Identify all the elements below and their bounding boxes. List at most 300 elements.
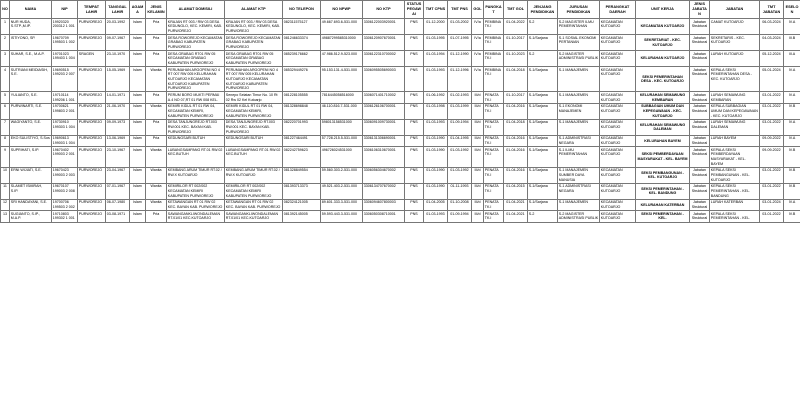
table-row[interactable] [1,183,800,199]
table-row[interactable] [1,135,800,146]
table-cell: PENATA TK.I [484,147,504,168]
table-cell: KECAMATAN KUTOARJO [600,51,636,67]
table-cell: Wanita [146,167,167,183]
table-cell: SUTRIANI MEIDIASIH, S.E. [10,67,52,92]
table-cell: S-1 EKONOMI MANAJEMEN [558,103,600,119]
table-cell: PEMBINA TK.I [484,51,504,67]
table-cell: PNS [405,67,424,92]
table-cell: PNS [405,103,424,119]
table-cell: Islam [130,199,146,210]
table-cell: KELURAHAN KUTOARJO [636,51,690,67]
table-cell: 03-01-2022 [760,92,784,103]
table-cell: DESA TANJUNGREJO RT.003 RW.001 KEC. BAYAN KAB. PURWOREJO [225,119,283,135]
table-cell: SEKSI PEMERINTAHAN DESA - KEC. KUTOARJO [636,67,690,92]
table-cell: 082242759623 [283,147,321,168]
column-header[interactable]: NO TELEPON [283,1,321,19]
table-cell: 6 [1,103,10,119]
table-cell: Wanita [146,103,167,119]
table-cell: PENATA TK.I [484,119,504,135]
table-row[interactable] [1,103,800,119]
table-cell: 23-10-1967 [106,147,130,168]
table-cell: 01-12-1996 [448,67,472,92]
table-body [1,19,800,223]
table-cell: 01-04-2015 [504,183,528,199]
table-cell: 47.986.512.9-523.000 [321,51,363,67]
table-cell: ERNI WIJIATI, S.E. [10,167,52,183]
table-cell: SEKSI PEMBERDAYAAN MASYARAKAT - KEL. BAYEM [636,147,690,168]
table-cell: 3306095505690003 [363,67,405,92]
column-header[interactable]: TMT GOL [504,1,528,19]
table-cell: DESA ROWOREJO KECAMATAN GRABAG KABUPATEN PURWOREJO [167,35,225,51]
column-header[interactable]: JABATAN [710,1,760,19]
table-cell: Senepo Selatan Timur No. 10 Rt 02 Rw 02 Kel Kutoarjo [225,92,283,103]
column-header[interactable]: PERANGKAT DAERAH [600,1,636,19]
table-cell: 05-01-2024 [760,67,784,92]
table-cell: KECAMATAN KUTOARJO [636,19,690,35]
table-cell: LURAH BAYEM [710,135,760,146]
table-cell: 082311575127 [283,19,321,35]
table-cell: LURAH KATERBAN [710,199,760,210]
column-header[interactable]: NO KTP [363,1,405,19]
table-cell: 19710114 199206 1 001 [52,92,78,103]
table-cell: 01-04-2005 [424,199,448,210]
table-cell: IV.B [784,103,800,119]
table-row[interactable] [1,51,800,67]
table-cell: 01-03-1999 [448,103,472,119]
table-cell: III/d [472,211,484,222]
table-cell: Wanita [146,183,167,199]
table-cell: III.B [784,35,800,51]
table-cell: Pria [146,19,167,35]
table-cell: PNS [405,199,424,210]
table-cell: S-1/Sarjana [528,119,558,135]
table-cell: 19700706 199503 2 002 [52,199,78,210]
table-cell: S-1/Sarjana [528,147,558,168]
table-cell: 5 [1,92,10,103]
table-row[interactable] [1,167,800,183]
table-cell: 01-03-1994 [424,51,448,67]
table-cell: IV.B [784,147,800,168]
table-cell: 23-04-1967 [106,167,130,183]
table-cell: Jabatan Struktural [690,103,710,119]
table-cell: 01-03-1992 [448,147,472,168]
table-cell: DESA TANJUNGREJO RT.003 RW.001 KEC. BAYAN KAB. PURWOREJO [167,119,225,135]
table-cell: KEPALA SEKSI PEMBERDAYAAN MASYARAKAT - KEL. BAYEM [710,147,760,168]
table-row[interactable] [1,19,800,35]
column-header[interactable]: JENJANG PENDIDIKAN [528,1,558,19]
table-cell: PNS [405,19,424,35]
table-cell: 01-09-1994 [448,211,472,222]
table-cell: 3 [1,51,10,67]
table-cell: KEMIRI KIDUL RT 01 RW 04, KECAMATAN KEMIRI, KABUPATEN PURWOREJO [167,103,225,119]
table-cell: 01-07-1995 [448,35,472,51]
table-cell: 23-10-1970 [106,51,130,67]
table-cell: KEPALA SEKSI PEMERINTAHAN - KEL. [710,211,760,222]
table-cell: III/d [472,199,484,210]
table-cell: 3306134707670002 [363,183,405,199]
table-cell: 01-10-2008 [448,199,472,210]
table-row[interactable] [1,92,800,103]
table-cell: Jabatan Struktural [690,35,710,51]
table-cell: Wanita [146,147,167,168]
table-cell: KEPALA SEKSI PEMBANGUNAN - KEL. KUTOARJO [710,167,760,183]
table-cell: 01-10-2023 [504,51,528,67]
table-cell: 496726024531000 [321,147,363,168]
table-cell: KEPALA SUBBAGIAN UMUM DAN KEPEGAWAIAN - KEC. KUTOARJO [710,104,758,118]
table-cell: SEKSI PEMERINTAHAN - KEL. [636,211,690,222]
table-cell: Islam [130,35,146,51]
table-cell: 01-04-2016 [504,103,528,119]
table-cell: DESA GRABAG RT01 RW 05 KECAMATAN GRABAG KABUPATEN PURWOREJO [225,51,283,67]
table-cell: 081227464491 [283,135,321,146]
table-cell: PURWOREJO [78,103,106,119]
table-cell: PNS [405,211,424,222]
table-cell: 01-04-2022 [504,19,528,35]
table-cell: 01-10-2017 [504,92,528,103]
table-cell: Jabatan Struktural [690,199,710,210]
table-cell: PENATA TK.I [484,135,504,146]
table-cell: III/d [472,135,484,146]
table-cell: 06-03-2024 [760,19,784,35]
table-cell: 57.728.215.5-531.000 [321,135,363,146]
table-cell: 081393713373 [283,183,321,199]
table-cell: SLAMET ISMIRAH, S.IP. [10,183,52,199]
table-cell: KETAWANGAN RT 01 RW 02 KEC. BAYAN KAB. PURWOREJO [225,199,283,210]
column-header[interactable]: TMT PNS [448,1,472,19]
table-cell: Jabatan Struktural [690,183,710,199]
table-row[interactable] [1,67,800,92]
column-header[interactable]: ALAMAT KTP [225,1,283,19]
table-cell: 01-04-2021 [504,211,528,222]
table-cell: 1 [1,19,10,35]
table-cell: 19730910 199303 1 004 [52,119,78,135]
table-cell: KECAMATAN KUTOARJO [600,119,636,135]
table-cell: S-1 ADMINISTRASI NEGARA [558,183,600,199]
table-cell: 06-07-1980 [106,199,130,210]
table-cell: 09-09-2022 [760,147,784,168]
table-cell: KECAMATAN KUTOARJO [600,35,636,51]
table-cell: PURWOREJO [78,19,106,35]
table-cell: 01-03-1990 [424,167,448,183]
table-cell: S-2 [528,51,558,67]
table-cell: KEDUNGSARI BUTUH [167,135,225,146]
table-cell: 3306050308710001 [363,211,405,222]
table-row[interactable] [1,35,800,51]
column-header[interactable]: AGAMA [130,1,146,19]
table-cell: 19670423 199003 2 003 [52,167,78,183]
table-cell: KECAMATAN KUTOARJO [600,199,636,210]
table-cell: Jabatan Struktural [690,135,710,146]
table-cell: Jabatan Struktural [690,67,710,92]
header-row [1,1,800,19]
table-cell: IV/a [472,35,484,51]
table-cell: KECAMATAN KUTOARJO [600,147,636,168]
table-cell: 49887299585310000 [321,35,363,51]
table-cell: PENATA TK.I [484,92,504,103]
table-cell: 12 [1,199,10,210]
column-header[interactable]: NIP [52,1,78,19]
table-cell: KELURAHAN BAYEM [636,135,690,146]
column-header[interactable]: UNIT KERJA [636,1,690,19]
table-cell: WAGIYANTO, S.E. [10,119,52,135]
column-header[interactable]: ESELON [784,1,800,19]
column-header[interactable]: ALAMAT DOMISILI [167,1,225,19]
table-cell: 081246633374 [283,35,321,51]
table-cell: S-1 SOSIAL EKONOMI PERTANIAN [558,35,600,51]
table-cell: 03-01-2022 [760,103,784,119]
table-cell: Wanita [146,199,167,210]
table-cell: KRAJAN RT 003 / RW 03 DESA KEDUNGLO, KEC. KEMIRI, KAB. PURWOREJO [167,19,225,35]
table-cell: 59.560.303.2-531.000 [321,167,363,183]
table-cell: 13 [1,211,10,222]
table-cell: SAWANGANKLIWONDALEMAN RT.01/01 KEC.KUTOARJO [225,211,283,222]
table-cell: S-1 MANAJEMEN [558,92,600,103]
table-cell: KELURAHAN KATERBAN [636,199,690,210]
table-cell: KECAMATAN KUTOARJO [600,211,636,222]
table-cell: 01-03-1993 [424,211,448,222]
table-cell: KEMBANG ARUM TIMUR RT.02 / RW.X KUTOARJO [225,167,283,183]
table-cell: 7 [1,119,10,135]
table-cell: IV.B [784,167,800,183]
table-cell: 3306126106700001 [363,103,405,119]
table-cell: 3306131306690001 [363,135,405,146]
table-cell: KECAMATAN KUTOARJO [600,135,636,146]
table-cell: KEDUNGSARI BUTUH [225,135,283,146]
table-cell: Pria [146,51,167,67]
table-cell: 49.521.403.2-531.000 [321,183,363,199]
table-cell: PENATA TK.I [484,211,504,222]
table-cell: KEMIRILOR RT 002/002 KECAMATAN KEMIRI KABUPATEN PURWOREJO [225,183,283,199]
table-cell: 01-11-1993 [448,183,472,199]
table-cell: 081228105555 [283,92,321,103]
table-cell: CAMAT KUTOARJO [710,19,760,35]
table-cell: LURAH SEMAWUNG DALEMAN [710,119,760,135]
table-cell: III/d [472,92,484,103]
table-cell: S-1 MANAJEMEN [558,119,600,135]
table-cell: IV.B [784,183,800,199]
table-cell: IV.B [784,211,800,222]
table-cell: Pria [146,92,167,103]
table-cell: 01-04-2021 [504,199,528,210]
table-cell: PENATA TK.I [484,167,504,183]
table-cell: 01-03-1990 [424,135,448,146]
table-cell: 03-01-2022 [760,167,784,183]
table-cell: PEMBINA TK.I [484,67,504,92]
table-cell: S-1/Sarjana [528,67,558,92]
table-cell: 2 [1,35,10,51]
table-cell: 03-01-2022 [760,119,784,135]
table-cell: III/d [472,119,484,135]
table-cell: 01-12-2000 [424,19,448,35]
table-cell: Islam [130,51,146,67]
table-cell: 01-03-1990 [424,147,448,168]
table-cell: S-1 MANAJEMEN SUMBER DAYA MANUSIA [558,167,600,183]
column-header[interactable]: NO [1,1,10,19]
table-cell: SRAGEN [78,51,106,67]
table-cell: 01-04-1995 [448,135,472,146]
table-cell: S-1 MANAJEMEN [558,199,600,210]
table-cell: 20-03-1992 [106,19,130,35]
table-cell: S-1/Sarjana [528,183,558,199]
table-cell: 01-03-1993 [424,67,448,92]
table-cell: 59.593.443.3-531.000 [321,211,363,222]
table-cell: Jabatan Struktural [690,211,710,222]
table-cell: S-1/Sarjana [528,167,558,183]
table-cell: 085329449276 [283,67,321,92]
table-cell: 7816445058516000 [321,92,363,103]
table-cell: Jabatan Struktural [690,92,710,103]
table-cell: Islam [130,67,146,92]
table-cell: Jabatan Struktural [690,119,710,135]
table-cell: LUBANGSAMPANG RT.01 RW.02 KEC.BUTUH [225,147,283,168]
table-cell: Islam [130,92,146,103]
column-header[interactable]: JENIS JABATAN [690,1,710,19]
table-cell: LUBANGSAMPANG RT.01 RW.02 KEC.BUTUH [167,147,225,168]
column-header[interactable]: TANGGAL LAHIR [106,1,130,19]
table-cell: PNS [405,92,424,103]
table-cell: SRI HANDAYANI, S.E. [10,199,52,210]
table-cell: DESA ROWOREJO KECAMATAN GRABAG KABUPATEN PURWOREJO [225,35,283,51]
table-cell: 19710803 199302 1 001 [52,211,78,222]
table-cell: KELURAHAN SEMAWUNG KEMBARAN [636,92,690,103]
table-cell: SEKRETARIAT - KEC. KUTOARJO [636,35,690,51]
table-row[interactable] [1,199,800,210]
column-header[interactable]: PANGKAT [484,1,504,19]
table-cell: 01-03-1990 [424,183,448,199]
table-cell: KECAMATAN KUTOARJO [600,103,636,119]
table-cell: PURWOREJO [78,35,106,51]
table-cell: 082324121005 [283,199,321,210]
table-cell: Pria [146,211,167,222]
column-header[interactable]: GOL [472,1,484,19]
table-cell: Pria [146,119,167,135]
table-cell: III.A [784,51,800,67]
table-cell: PURWOREJO [78,183,106,199]
table-cell: 598013158531000 [321,119,363,135]
table-cell: KECAMATAN KUTOARJO [600,167,636,183]
table-cell: Jabatan Struktural [690,167,710,183]
table-cell: KEMIRI KIDUL RT 01 RW 04, KECAMATAN KEMIRI, KABUPATEN PURWOREJO [225,103,283,119]
table-cell: KEMBANG ARUM TIMUR RT.02 / RW.X KUTOARJO [167,167,225,183]
table-cell: S-2 [528,19,558,35]
table-cell: 01-09-1994 [448,119,472,135]
table-cell: 09-09-1973 [106,119,130,135]
table-cell: 19670402 199003 2 001 [52,147,78,168]
table-cell: YULIANTO, S.E. [10,92,52,103]
table-cell: Jabatan Struktural [690,147,710,168]
table-cell: NUR HUDA, S.STP.,M.IP. [10,19,52,35]
column-header[interactable]: NAMA [10,1,52,19]
table-cell: III/d [472,167,484,183]
table-cell: S-1 ILMU PEMERINTAHAN [558,147,600,168]
table-cell: III/d [472,147,484,168]
table-cell: SUPRIHATI, S.IP. [10,147,52,168]
table-cell: 19690515 199203 2 007 [52,67,78,92]
table-cell: PENATA TK.I [484,183,504,199]
table-cell: S-2 [528,211,558,222]
table-cell: 01-06-1992 [424,92,448,103]
table-cell: S-1/Sarjana [528,103,558,119]
table-cell: 03-01-2022 [760,183,784,199]
table-cell: 19701023 199403 1 004 [52,51,78,67]
table-cell: IV.A [784,199,800,210]
table-cell: 081392145005 [283,211,321,222]
table-cell: SUGIANTO, S.IP., M.A.P. [10,211,52,222]
table-cell: Islam [130,147,146,168]
table-cell: PNS [405,147,424,168]
table-cell: 14-01-1971 [106,92,130,103]
table-cell: 9 [1,147,10,168]
table-cell: 01-03-1998 [424,103,448,119]
table-cell: SEKSI PEMBANGUNAN - KEL. KUTOARJO [636,167,690,183]
table-cell: 09-09-2022 [760,135,784,146]
table-cell: 4 [1,67,10,92]
table-cell: LURAH KUTOARJO [710,51,760,67]
table-cell: PURWOREJO [78,211,106,222]
table-cell: 01-10-2017 [504,35,528,51]
table-cell: PERUM BORO MUKTI PERMAI A.4 NO 07,RT 01 RW 008 KEL. [167,92,225,103]
table-cell: S-2 MAGISTER ILMU PEMERINTAHAN [558,19,600,35]
table-cell: 081328698848 [283,103,321,119]
table-cell: 07-01-1967 [106,183,130,199]
table-cell: 3306106310670001 [363,147,405,168]
table-cell: PEMBINA TK.I [484,35,504,51]
table-cell: KETAWANGAN RT 01 RW 02 KEC. BAYAN KAB. PURWOREJO [167,199,225,210]
table-cell: S-1 MANAJEMEN [558,67,600,92]
table-cell: IV.A [784,19,800,35]
table-cell: PURWOREJO [78,167,106,183]
column-header[interactable]: JURUSAN PENDIDIKAN [558,1,600,19]
table-cell: Islam [130,103,146,119]
table-cell: KEPALA SEKSI PEMERINTAHAN DESA - KEC. KUTOARJO [710,67,760,92]
column-header[interactable]: TEMPAT LAHIR [78,1,106,19]
table-cell: PERUMAHAN ARGOPENI NO 4 RT 007 RW 005 KELURAHAN KUTOARJO KECAMATAN KUTOARJO KABUPATEN PURWOREJO [225,67,283,92]
table-cell: EKO SULISTIYO, S.Sos [10,135,52,146]
table-cell: DESA GRABAG RT01 RW 05 KECAMATAN GRABAG KABUPATEN PURWOREJO [167,51,225,67]
table-cell: PNS [405,119,424,135]
table-row[interactable] [1,147,800,168]
table-cell: 01-04-2016 [504,167,528,183]
column-header[interactable]: STATUS PEGAWAI [405,1,424,19]
column-header[interactable]: TMT JABATAN [760,1,784,19]
column-header[interactable]: NO NPWP [321,1,363,19]
table-row[interactable] [1,119,800,135]
table-cell: 11 [1,183,10,199]
table-cell: 01-03-2002 [448,19,472,35]
column-header[interactable]: TMT CPNS [424,1,448,19]
table-cell: PEMBINA TK.I [484,19,504,35]
table-cell: Islam [130,135,146,146]
table-cell: Jabatan Struktural [690,19,710,35]
table-cell: 01-04-2018 [504,119,528,135]
table-cell: Pria [146,135,167,146]
table-row[interactable] [1,211,800,222]
table-cell: 05-12-2024 [760,51,784,67]
column-header[interactable]: JENIS KELAMIN [146,1,167,19]
table-cell: 01-04-2016 [504,135,528,146]
table-cell: PURWOREJO [78,119,106,135]
table-cell: 04-03-2024 [760,35,784,51]
table-cell: 3306094607800003 [363,199,405,210]
table-cell: 03-01-2022 [760,211,784,222]
table-cell: IV/a [472,19,484,35]
table-cell: KRAJAN RT 003 / RW 03 DESA KEDUNGLO, KEC. KEMIRI, KAB. PURWOREJO [225,19,283,35]
table-cell: 01-03-1992 [448,167,472,183]
table-cell: 3306122003920001 [363,19,405,35]
table-cell: 95.153.131.4-531.000 [321,67,363,92]
table-cell: S-2 MAGISTER ADMINISTRASI PUBLIK [558,51,600,67]
table-cell: Jabatan Struktural [690,51,710,67]
